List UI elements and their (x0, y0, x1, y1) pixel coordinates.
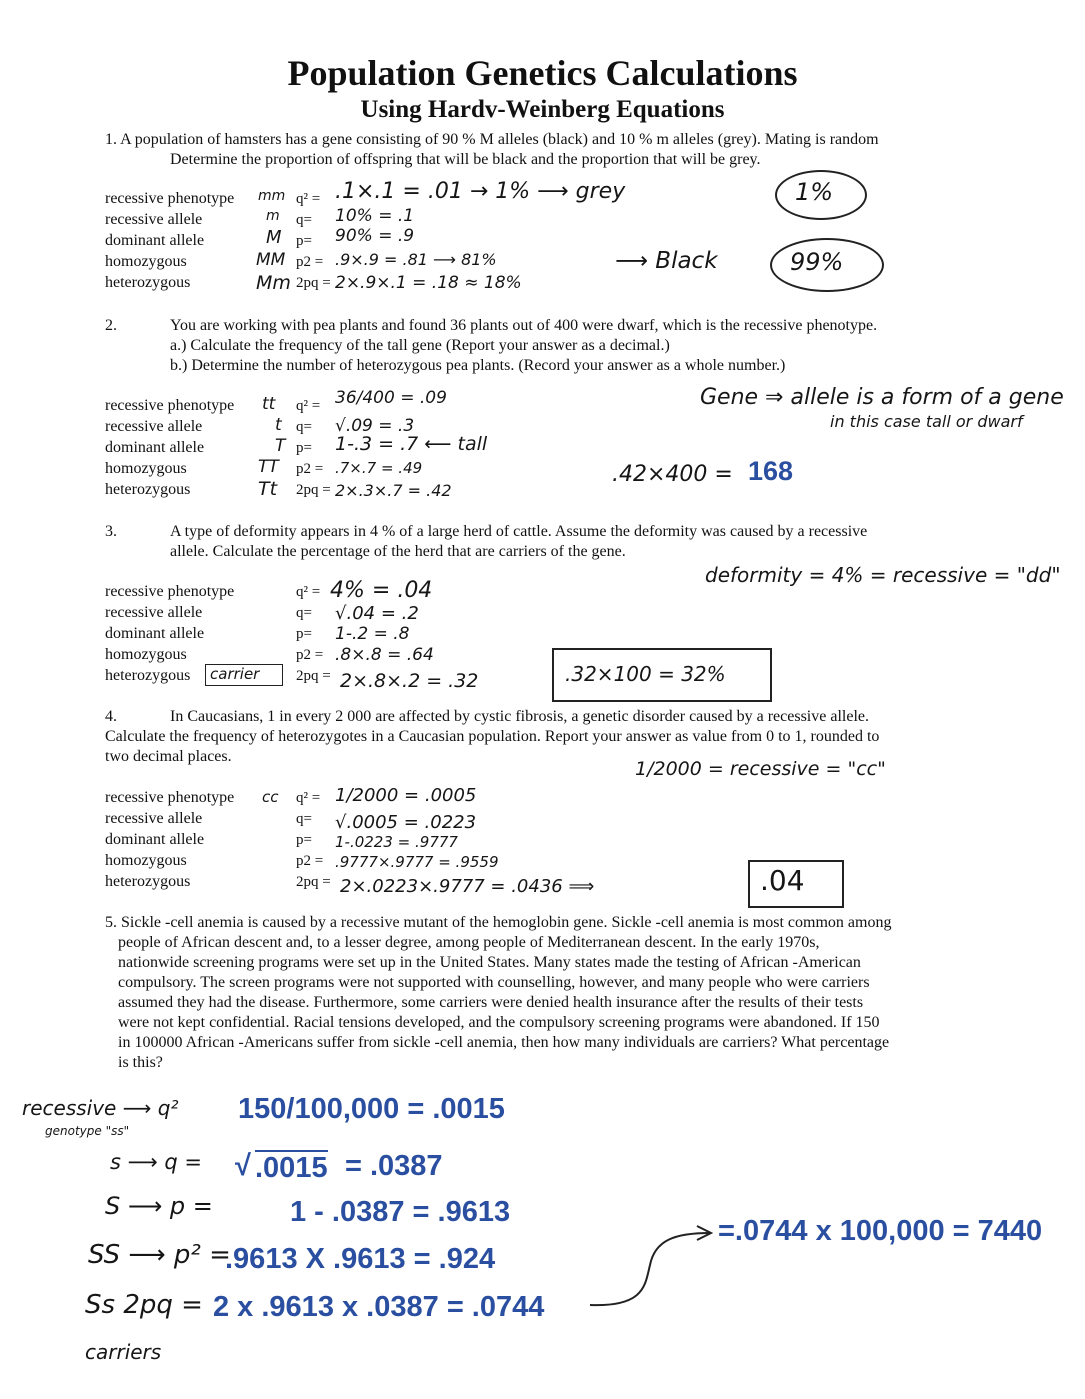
q2-label-recessive-phenotype: recessive phenotype (105, 397, 235, 414)
q5-work-2pq: 2 x .9613 x .0387 = .0744 (213, 1291, 545, 1323)
q5-result: =.0744 x 100,000 = 7440 (718, 1215, 1043, 1247)
q3-label-recessive-allele: recessive allele (105, 604, 203, 621)
q5-line3: nationwide screening programs were set up in the United States. Many states made the testing of African -American (118, 954, 861, 971)
q5-hand-SS-p2: SS ⟶ p² = (88, 1240, 231, 1270)
q4-label-recessive-allele: recessive allele (105, 810, 203, 827)
q3-work-2pq: 2×.8×.2 = .32 (340, 670, 479, 692)
q2-eq-q: q= (296, 419, 312, 435)
q3-eq-q2: q² = (296, 584, 321, 600)
q3-eq-p: p= (296, 626, 312, 642)
q4-label-homozygous: homozygous (105, 852, 187, 869)
q4-eq-2pq: 2pq = (296, 874, 331, 890)
q1-work-q: 10% = .1 (335, 206, 415, 226)
q4-work-p2: .9777×.9777 = .9559 (335, 853, 499, 871)
q1-eq-p: p= (296, 233, 312, 249)
q5-line6: were not kept confidential. Racial tensions developed, and the compulsory screening programs were abandoned. If 150 (118, 1014, 880, 1031)
q5-work-sqrt-sign: √ (235, 1150, 251, 1182)
q1-answer-grey: 1% (795, 178, 834, 206)
q1-work-recessive: .1×.1 = .01 → 1% ⟶ grey (335, 179, 626, 204)
q1-eq-2pq: 2pq = (296, 275, 331, 291)
q5-work-sqrt-value: .0015 (255, 1152, 328, 1184)
q1-label-heterozygous: heterozygous (105, 274, 191, 291)
q2-eq-2pq: 2pq = (296, 482, 331, 498)
q5-hand-carriers: carriers (85, 1340, 162, 1364)
q5-line7: in 100000 African -Americans suffer from sickle -cell anemia, then how many individuals are carriers? What percentage (118, 1034, 890, 1051)
q1-genotype-MM: MM (256, 250, 286, 270)
q2-calc: .42×400 = (612, 462, 733, 487)
q1-answer-black: 99% (790, 248, 844, 276)
q3-line1: A type of deformity appears in 4 % of a large herd of cattle. Assume the deformity was caused by a recessive (170, 523, 868, 540)
q5-hand-S-p: S ⟶ p = (105, 1192, 213, 1220)
q3-carrier-label: carrier (210, 665, 260, 683)
q2-eq-q2: q² = (296, 398, 321, 414)
q4-number: 4. (105, 708, 117, 725)
q4-label-recessive-phenotype: recessive phenotype (105, 789, 235, 806)
q3-line2: allele. Calculate the percentage of the herd that are carriers of the gene. (170, 543, 626, 560)
q2-genotype-Tt: Tt (258, 478, 278, 500)
q1-work-p: 90% = .9 (335, 226, 415, 246)
q5-hand-genotype: genotype "ss" (45, 1124, 130, 1138)
q1-genotype-mm: mm (258, 188, 286, 204)
q1-genotype-Mm: Mm (256, 272, 291, 294)
q1-eq-p2: p2 = (296, 254, 324, 270)
q3-work-p2: .8×.8 = .64 (335, 645, 434, 665)
q5-work-p: 1 - .0387 = .9613 (290, 1196, 511, 1228)
q5-line4: compulsory. The screen programs were not supported with counselling, however, and many people who were carriers (118, 974, 870, 991)
q4-label-dominant-allele: dominant allele (105, 831, 205, 848)
q4-note: 1/2000 = recessive = "cc" (635, 758, 886, 780)
q5-work-recessive: 150/100,000 = .0015 (238, 1093, 505, 1125)
q3-work-q: √.04 = .2 (335, 603, 419, 624)
q3-work-p: 1-.2 = .8 (335, 624, 410, 644)
q1-answer-black-label: ⟶ Black (615, 248, 718, 274)
page-title: Population Genetics Calculations (287, 53, 798, 93)
q1-line1: 1. A population of hamsters has a gene consisting of 90 % M alleles (black) and 10 % m alleles (grey). Mating is random (105, 131, 879, 148)
q2-line3: b.) Determine the number of heterozygous pea plants. (Record your answer as a whole number.) (170, 357, 786, 374)
q5-line5: assumed they had the disease. Furthermore, some carriers were denied health insurance after the results of their tests (118, 994, 864, 1011)
q2-work-q: √.09 = .3 (335, 416, 415, 436)
q3-answer: .32×100 = 32% (565, 662, 726, 686)
q4-eq-p2: p2 = (296, 853, 324, 869)
q2-label-dominant-allele: dominant allele (105, 439, 205, 456)
q1-label-recessive-phenotype: recessive phenotype (105, 190, 235, 207)
q2-number: 2. (105, 317, 117, 334)
q2-answer: 168 (748, 456, 794, 486)
q5-connector-arrow (585, 1225, 725, 1315)
q4-work-q: √.0005 = .0223 (335, 812, 477, 833)
q2-label-heterozygous: heterozygous (105, 481, 191, 498)
q1-genotype-M: M (266, 227, 282, 248)
q2-note-line2: in this case tall or dwarf (830, 412, 1023, 431)
q4-line1: In Caucasians, 1 in every 2 000 are affected by cystic fibrosis, a genetic disorder caused by a recessive allele. (170, 708, 869, 725)
q4-eq-q: q= (296, 811, 312, 827)
q5-work-q: = .0387 (345, 1150, 443, 1182)
q5-line8: is this? (118, 1054, 163, 1071)
q3-work-recessive: 4% = .04 (330, 578, 433, 603)
q3-note: deformity = 4% = recessive = "dd" (705, 563, 1061, 587)
q4-work-recessive: 1/2000 = .0005 (335, 785, 477, 806)
q4-work-p: 1-.0223 = .9777 (335, 833, 458, 851)
q2-work-p: 1-.3 = .7 ⟵ tall (335, 433, 488, 455)
q5-hand-recessive: recessive ⟶ q² (22, 1096, 179, 1120)
q4-line2: Calculate the frequency of heterozygotes in a Caucasian population. Report your answer as value from 0 to 1, rounded to (105, 728, 880, 745)
q4-eq-p: p= (296, 832, 312, 848)
q5-hand-s-q: s ⟶ q = (110, 1150, 202, 1174)
q2-line2: a.) Calculate the frequency of the tall gene (Report your answer as a decimal.) (170, 337, 670, 354)
q2-genotype-T: T (275, 436, 286, 456)
q4-label-heterozygous: heterozygous (105, 873, 191, 890)
q5-work-p2: .9613 X .9613 = .924 (225, 1243, 496, 1275)
q4-work-2pq: 2×.0223×.9777 = .0436 ⟹ (340, 876, 595, 897)
q4-answer: .04 (760, 864, 805, 897)
q3-label-homozygous: homozygous (105, 646, 187, 663)
q1-work-2pq: 2×.9×.1 = .18 ≈ 18% (335, 273, 522, 293)
q3-label-recessive-phenotype: recessive phenotype (105, 583, 235, 600)
page-subtitle: Using Hardv-Weinberg Equations (360, 96, 725, 123)
q2-genotype-tt: tt (262, 394, 276, 414)
q2-genotype-TT: TT (258, 457, 279, 477)
q2-work-recessive: 36/400 = .09 (335, 388, 447, 408)
q4-genotype-cc: cc (262, 788, 279, 806)
q3-number: 3. (105, 523, 117, 540)
q2-note-line1: Gene ⇒ allele is a form of a gene (700, 385, 1064, 410)
q2-work-2pq: 2×.3×.7 = .42 (335, 481, 452, 500)
q4-line3: two decimal places. (105, 748, 232, 765)
q2-label-homozygous: homozygous (105, 460, 187, 477)
q1-label-dominant-allele: dominant allele (105, 232, 205, 249)
q3-label-dominant-allele: dominant allele (105, 625, 205, 642)
q1-label-homozygous: homozygous (105, 253, 187, 270)
q3-eq-p2: p2 = (296, 647, 324, 663)
q1-eq-q: q= (296, 212, 312, 228)
q2-eq-p: p= (296, 440, 312, 456)
q2-line1: You are working with pea plants and found 36 plants out of 400 were dwarf, which is the recessive phenotype. (170, 317, 878, 334)
q3-eq-q: q= (296, 605, 312, 621)
q3-label-heterozygous: heterozygous (105, 667, 191, 684)
q5-line1: 5. Sickle -cell anemia is caused by a recessive mutant of the hemoglobin gene. Sickle -cell anemia is most common among (105, 914, 892, 931)
q1-label-recessive-allele: recessive allele (105, 211, 203, 228)
q5-line2: people of African descent and, to a lesser degree, among people of Mediterranean descent. In the early 1970s, (118, 934, 820, 951)
q3-eq-2pq: 2pq = (296, 668, 331, 684)
q1-work-p2: .9×.9 = .81 ⟶ 81% (335, 250, 497, 269)
q2-eq-p2: p2 = (296, 461, 324, 477)
q1-eq-q2: q² = (296, 191, 321, 207)
q4-eq-q2: q² = (296, 790, 321, 806)
q1-genotype-m: m (266, 208, 280, 224)
q5-hand-Ss-2pq: Ss 2pq = (85, 1290, 203, 1320)
q1-line2: Determine the proportion of offspring that will be black and the proportion that will be grey. (170, 151, 761, 168)
q2-label-recessive-allele: recessive allele (105, 418, 203, 435)
q2-work-p2: .7×.7 = .49 (335, 459, 423, 477)
q2-genotype-t: t (275, 415, 282, 435)
